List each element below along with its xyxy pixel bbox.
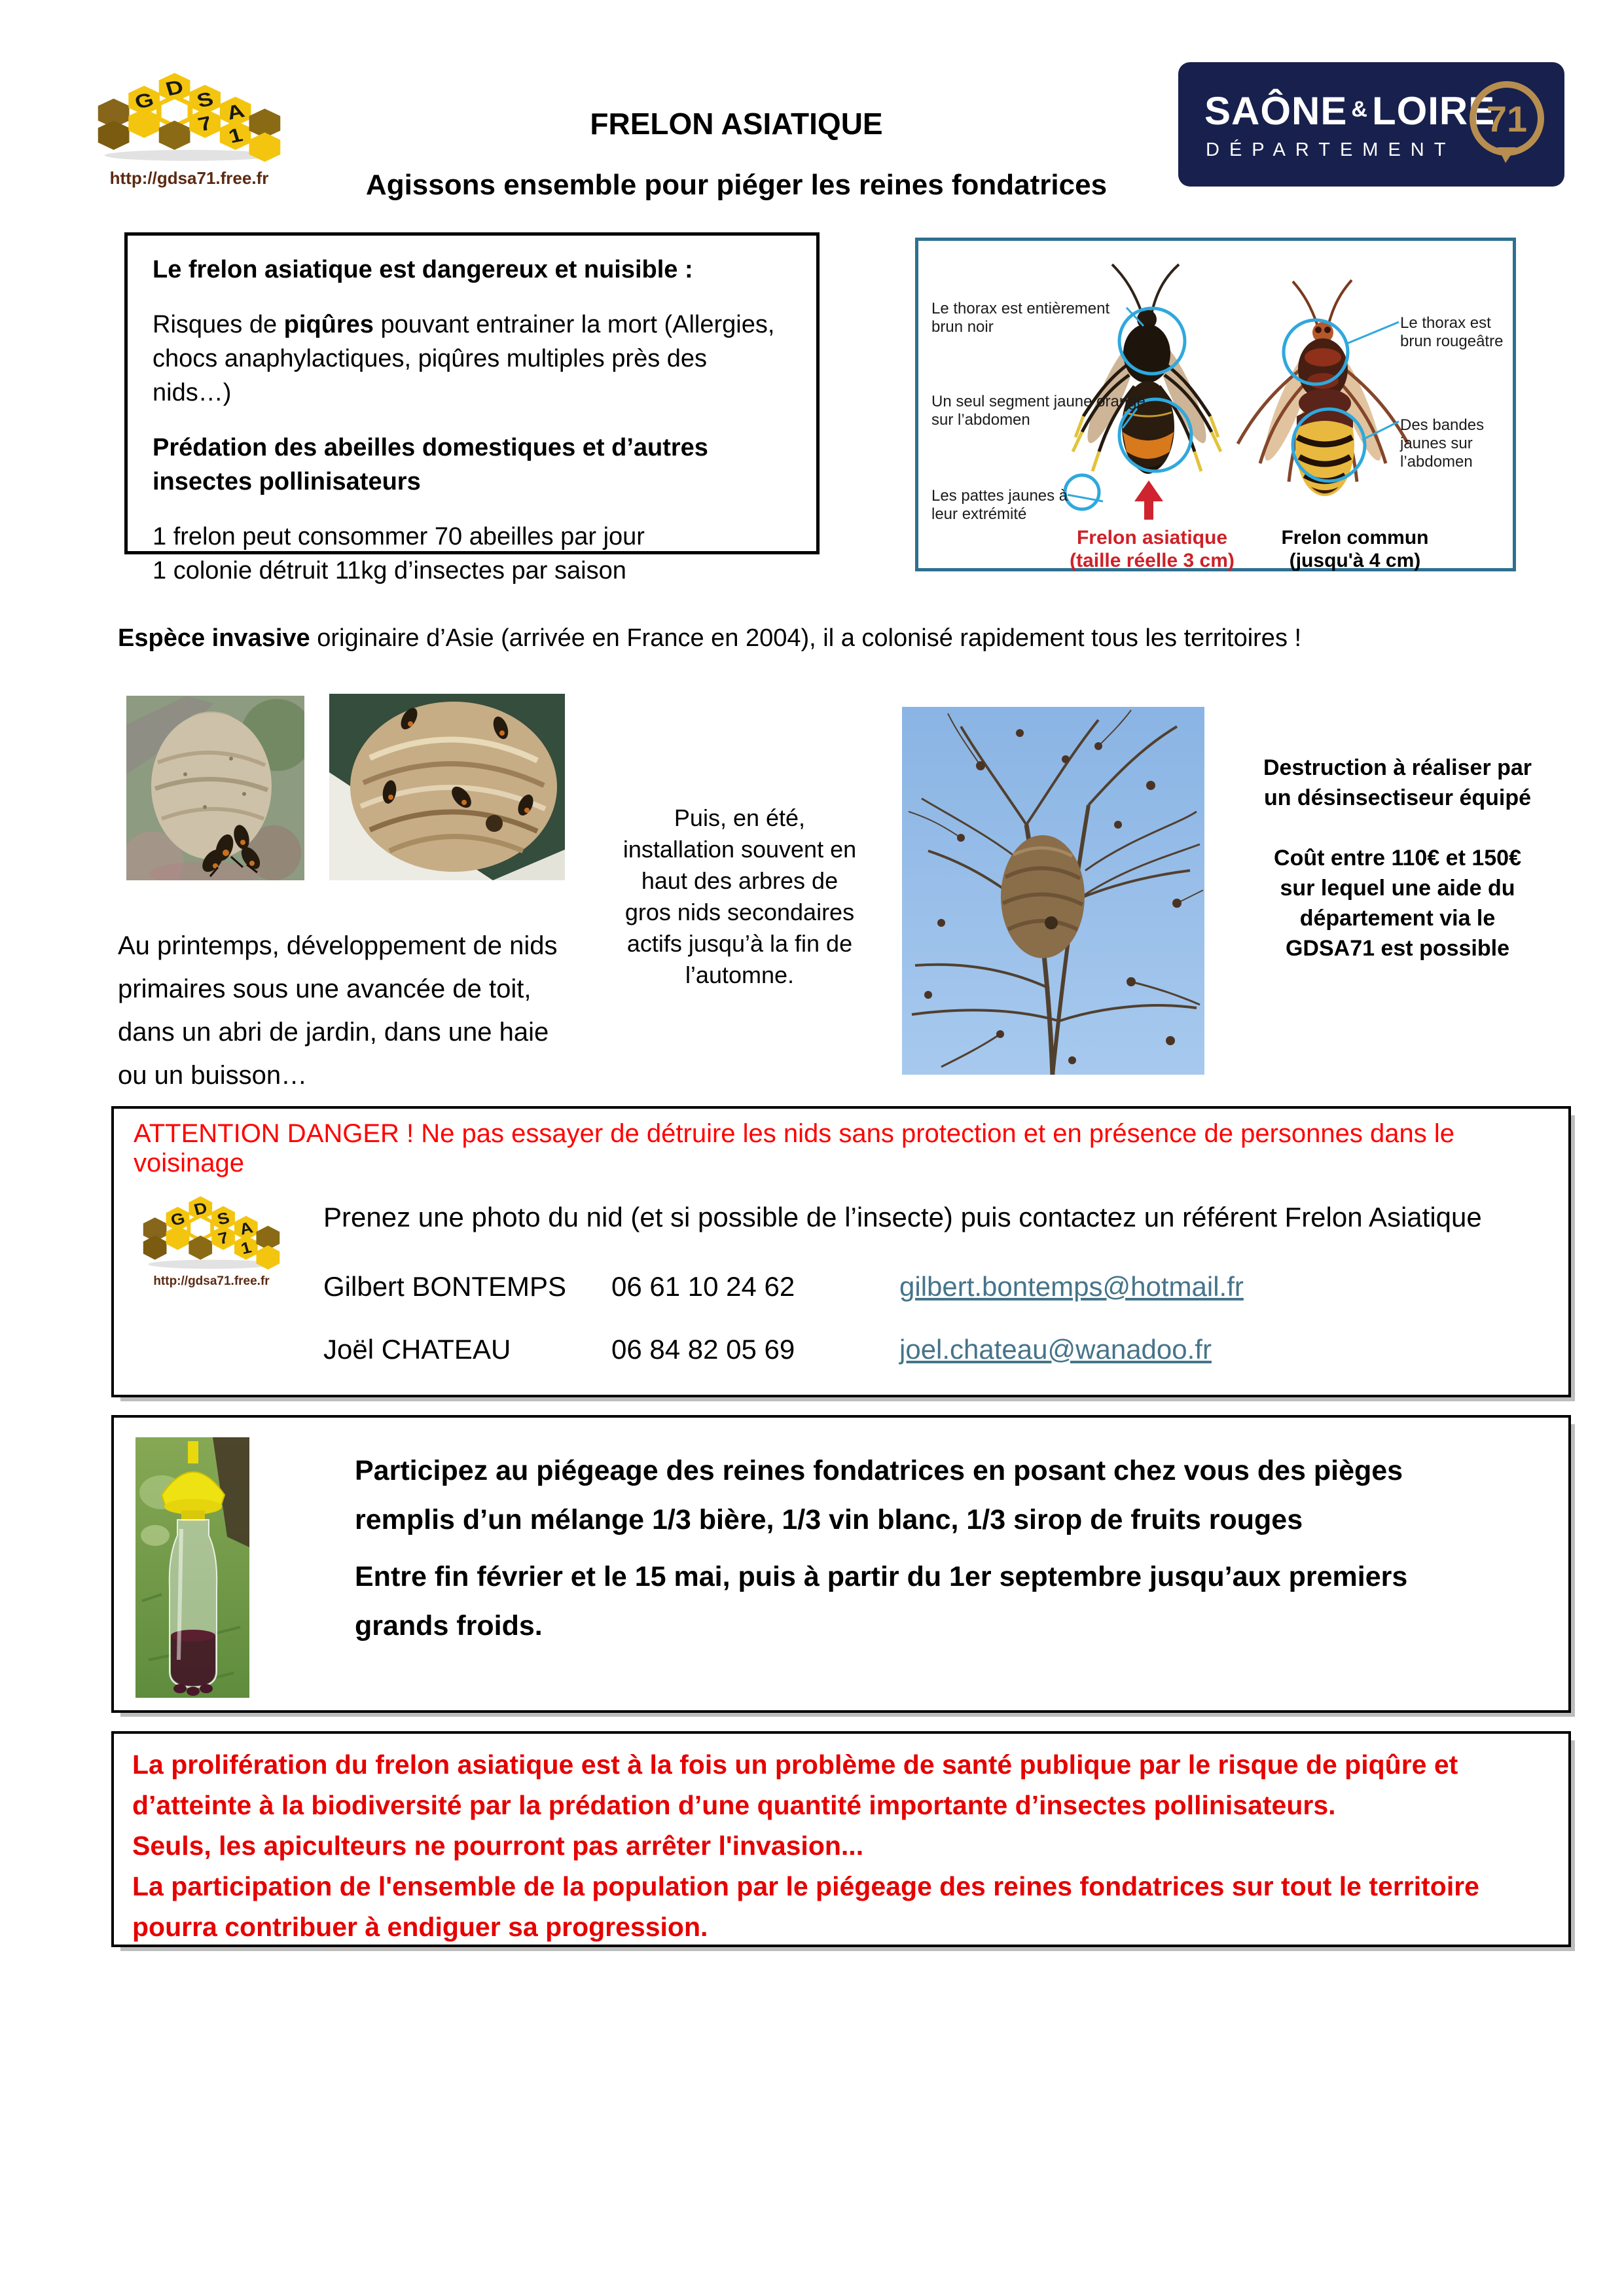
gdsa71-honeycomb-icon [88,45,291,164]
invasive-species-line [118,624,1506,653]
summer-nests-text [592,802,887,991]
label-asian-hornet [1038,526,1267,572]
primary-nest-photo-1 [126,696,304,880]
danger-p1-pre: Risques de [153,311,284,338]
destruction-line: un désinsectiseur équipé [1263,785,1532,810]
danger-p1-post: pouvant entrainer la mort (Allergies, chocs anaphylactiques, piqûres multiples près des nids…) [153,311,775,406]
tree-nest-photo [902,707,1204,1075]
danger-stat-line2: 1 colonie détruit 11kg d’insectes par saison [153,557,626,584]
annotation-right-abdomen: Des bandes jaunes sur l’abdomen [1400,416,1485,471]
dept-name-saone: SAÔNE [1204,89,1348,133]
danger-stat-line1: 1 frelon peut consommer 70 abeilles par jour [153,523,645,550]
summer-line: Puis, en été, [674,804,806,831]
danger-predation-paragraph: Prédation des abeilles domestiques et d’autres insectes pollinisateurs [153,434,708,495]
label-asian-hornet-name: Frelon asiatique [1076,527,1228,548]
trap-paragraph-period: Entre fin février et le 15 mai, puis à partir du 1er septembre jusqu’aux premiers grands froids. [355,1561,1408,1641]
dept-71-number: 71 [1486,98,1528,139]
annotation-left-abdomen: Un seul segment jaune orangé sur l’abdomen [931,393,1146,429]
trap-instructions [355,1446,1415,1651]
annotation-right-thorax: Le thorax est brun rougeâtre [1400,314,1504,350]
attention-contacts-box [111,1106,1571,1397]
invasive-rest: originaire d’Asie (arrivée en France en 2004), il a colonisé rapidement tous les territoires ! [310,624,1302,652]
label-common-hornet [1240,526,1470,572]
gdsa71-logo-small [135,1173,287,1289]
destruction-line: Destruction à réaliser par [1263,755,1532,780]
primary-nest-photo-2 [329,694,565,880]
dept-ampersand: & [1351,97,1368,122]
contact-name: Gilbert BONTEMPS [323,1271,567,1302]
trap-bottle-photo [135,1437,249,1698]
annotation-left-legs: Les pattes jaunes à leur extrémité [931,487,1068,523]
summer-line: installation souvent en [623,836,857,863]
danger-title: Le frelon asiatique est dangereux et nuisible : [153,256,693,283]
report-instruction-text: Prenez une photo du nid (et si possible de l’insecte) puis contactez un référent Frelon Asiatique [323,1202,1482,1232]
summer-line: haut des arbres de [641,867,839,894]
attention-warning-text: ATTENTION DANGER ! Ne pas essayer de détruire les nids sans protection et en présence de personnes dans le voisinage [134,1119,1455,1177]
summer-line: l’automne. [685,961,795,988]
contact-email-link[interactable]: joel.chateau@wanadoo.fr [899,1334,1212,1365]
label-asian-hornet-size: (taille réelle 3 cm) [1070,550,1235,571]
footer-paragraph-1: La prolifération du frelon asiatique est à la fois un problème de santé publique par le risque de piqûre et d’atteinte à la biodiversité par la prédation d’une quantité importante d’insectes pollinisateurs. [132,1749,1458,1820]
danger-stats-paragraph [153,520,791,588]
danger-p1-bold: piqûres [283,311,374,338]
dept-subtitle: DÉPARTEMENT [1206,139,1456,160]
tree-nest [1001,835,1085,958]
european-hornet-icon [1238,280,1408,496]
contact-phone: 06 61 10 24 62 [611,1271,795,1302]
spring-nests-text: Au printemps, développement de nids primaires sous une avancée de toit, dans un abri de jardin, dans une haie ou un buisson… [118,931,558,1090]
destruction-line: Coût entre 110€ et 150€ [1274,846,1521,870]
trap-box [111,1415,1571,1713]
trap-paragraph-mix: Participez au piégeage des reines fondatrices en posant chez vous des pièges remplis d’un mélange 1/3 bière, 1/3 vin blanc, 1/3 sirop de fruits rouges [355,1455,1403,1535]
dept-71-pin-icon [1461,77,1553,172]
footer-paragraph-3: La participation de l'ensemble de la population par le piégeage des reines fondatrices sur tout le territoire pourra contribuer à endiguer sa progression. [132,1871,1479,1942]
footer-message-box [111,1731,1571,1947]
gdsa71-honeycomb-icon [135,1173,287,1271]
gdsa71-logo [85,45,293,192]
contact-email-link[interactable]: gilbert.bontemps@hotmail.fr [899,1271,1244,1302]
annotation-left-thorax: Le thorax est entièrement brun noir [931,300,1110,336]
danger-info-box [124,232,820,584]
dept-name-loire: LOIRE [1371,89,1496,133]
red-arrow-icon [1134,480,1163,520]
gdsa-url-text: http://gdsa71.free.fr [109,168,269,188]
label-common-hornet-size: (jusqu'à 4 cm) [1289,550,1421,571]
gdsa-url-text: http://gdsa71.free.fr [153,1274,270,1288]
invasive-bold: Espèce invasive [118,624,310,652]
contact-name: Joël CHATEAU [323,1334,511,1365]
destruction-text [1234,753,1561,963]
saone-et-loire-logo [1178,62,1564,187]
hornet-comparison-panel [915,238,1516,571]
destruction-line: GDSA71 est possible [1285,936,1509,961]
label-common-hornet-name: Frelon commun [1281,527,1429,548]
page-title: FRELON ASIATIQUE [590,107,883,141]
danger-stings-paragraph [153,308,791,410]
dept-name [1204,88,1495,134]
summer-line: actifs jusqu’à la fin de [626,930,853,957]
contact-phone: 06 84 82 05 69 [611,1334,795,1365]
footer-paragraph-2: Seuls, les apiculteurs ne pourront pas arrêter l'invasion... [132,1831,864,1861]
destruction-line: sur lequel une aide du [1280,876,1515,901]
page-subtitle: Agissons ensemble pour piéger les reines fondatrices [365,169,1108,201]
asian-hornet-icon [1073,264,1221,474]
summer-line: gros nids secondaires [624,899,855,925]
destruction-line: département via le [1299,906,1496,931]
